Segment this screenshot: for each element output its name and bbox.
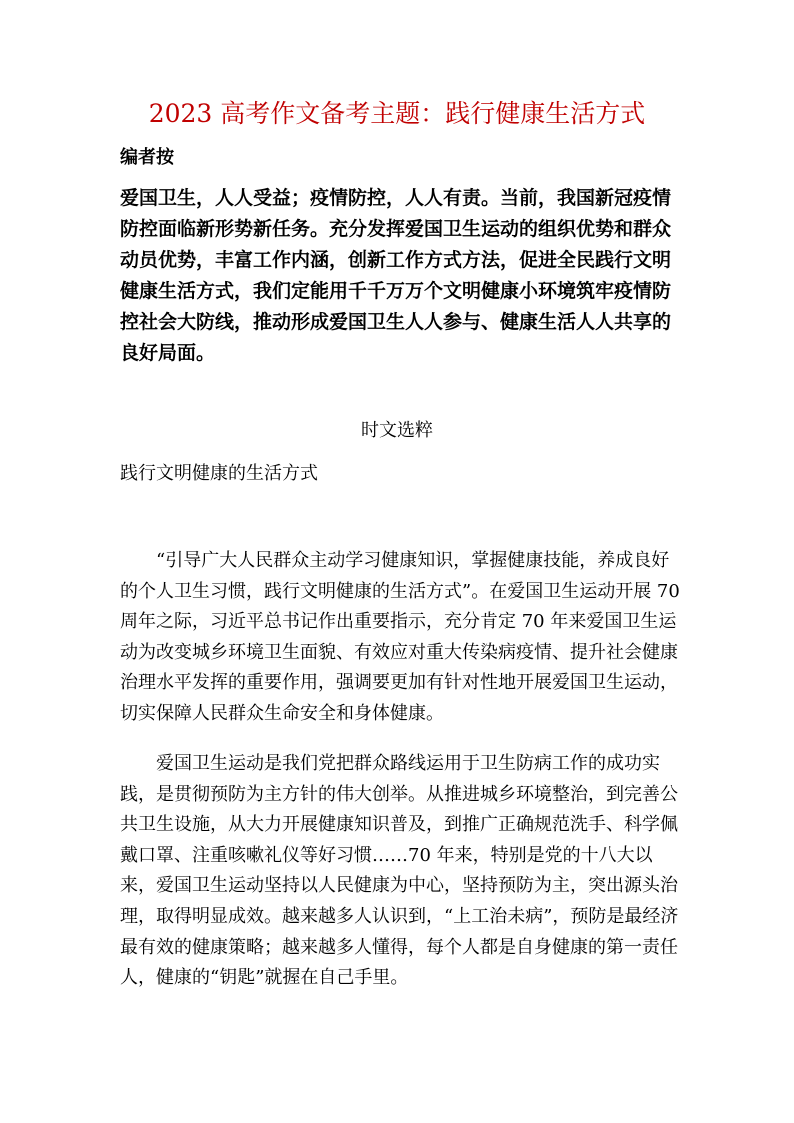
article-paragraph-2: 爱国卫生运动是我们党把群众路线运用于卫生防病工作的成功实践，是贯彻预防为主方针的伟大创举。从推进城乡环境整治，到完善公共卫生设施，从大力开展健康知识普及，到推广正确规范洗手、科学佩戴口罩、注重咳嗽礼仪等好习惯……70 年来，特别是党的十八大以来，爱国卫生运动坚持以人民健康为中心，坚持预防为主，突出源头治理，取得明显成效。越来越多人认识到，“上工治未病”，预防是最经济最有效的健康策略；越来越多人懂得，每个人都是自身健康的第一责任人，健康的“钥匙”就握在自己手里。	[120, 753, 679, 989]
document-title: 2023 高考作文备考主题：践行健康生活方式	[148, 99, 646, 128]
article-title: 践行文明健康的生活方式	[120, 463, 318, 484]
editor-note-label: 编者按	[120, 147, 174, 168]
section-heading: 时文选粹	[361, 420, 433, 441]
article-paragraph-1: “引导广大人民群众主动学习健康知识，掌握健康技能，养成良好的个人卫生习惯，践行文明健康的生活方式”。在爱国卫生运动开展 70 周年之际，习近平总书记作出重要指示，充分肯定 70 年来爱国卫生运动为改变城乡环境卫生面貌、有效应对重大传染病疫情、提升社会健康治理水平发挥的重要作用，强调要更加有针对性地开展爱国卫生运动，切实保障人民群众生命安全和身体健康。	[120, 550, 680, 724]
editor-note-text: 爱国卫生，人人受益；疫情防控，人人有责。当前，我国新冠疫情防控面临新形势新任务。充分发挥爱国卫生运动的组织优势和群众动员优势，丰富工作内涵，创新工作方式方法，促进全民践行文明健康生活方式，我们定能用千千万万个文明健康小环境筑牢疫情防控社会大防线，推动形成爱国卫生人人参与、健康生活人人共享的良好局面。	[120, 187, 672, 364]
